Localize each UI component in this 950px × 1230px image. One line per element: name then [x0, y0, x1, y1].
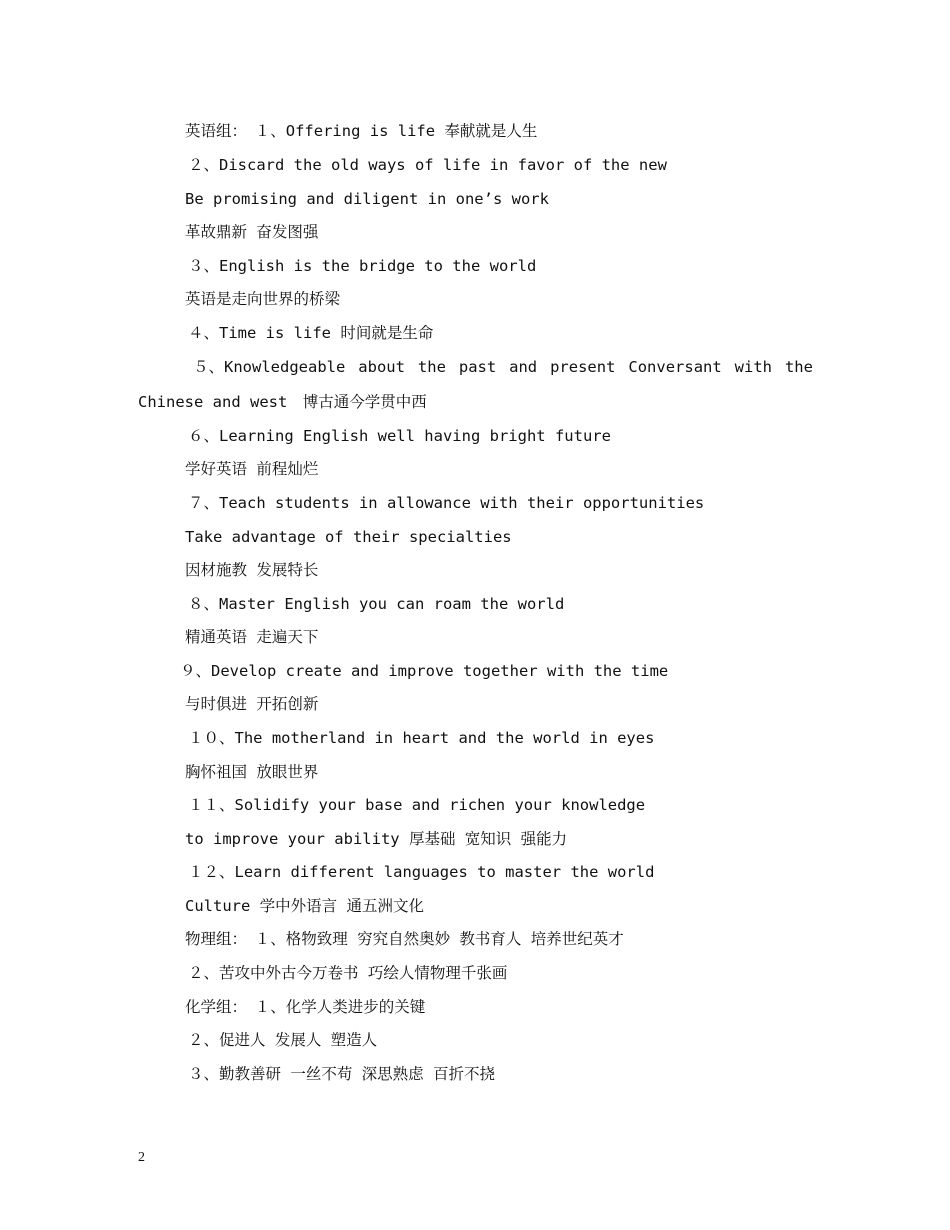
justified-text-line — [193, 357, 813, 377]
text-line: １２、Learn different languages to master the world — [188, 863, 655, 881]
word: the — [417, 358, 446, 376]
word: the — [784, 358, 813, 376]
text-line: 革故鼎新 奋发图强 — [185, 223, 319, 241]
text-line: 化学组： １、化学人类进步的关键 — [185, 998, 426, 1016]
text-line: ９、Develop create and improve together with the time — [180, 662, 669, 680]
text-line: ２、促进人 发展人 塑造人 — [188, 1031, 378, 1049]
word: and — [509, 358, 538, 376]
text-line: 英语是走向世界的桥梁 — [185, 290, 341, 308]
text-line: 胸怀祖国 放眼世界 — [185, 763, 319, 781]
text-line: 精通英语 走遍天下 — [185, 628, 319, 646]
word: ５、Knowledgeable — [193, 358, 346, 376]
word: with — [734, 358, 772, 376]
text-line: １１、Solidify your base and richen your knowledge — [188, 796, 646, 814]
text-line: ４、Time is life 时间就是生命 — [188, 324, 434, 342]
word: about — [358, 358, 405, 376]
text-line: ６、Learning English well having bright future — [188, 427, 611, 445]
text-line: Be promising and diligent in one’s work — [185, 190, 549, 208]
text-line: 物理组： １、格物致理 穷究自然奥妙 教书育人 培养世纪英才 — [185, 930, 624, 948]
word: past — [458, 358, 497, 376]
text-line: ８、Master English you can roam the world — [188, 595, 565, 613]
text-line: ３、English is the bridge to the world — [188, 257, 537, 275]
page-number: 2 — [138, 1150, 145, 1165]
text-line: １０、The motherland in heart and the world in eyes — [188, 729, 655, 747]
text-line: 因材施教 发展特长 — [185, 561, 319, 579]
text-line: 英语组： １、Offering is life 奉献就是人生 — [185, 122, 538, 140]
text-line: Chinese and west 博古通今学贯中西 — [138, 393, 427, 411]
text-line: to improve your ability 厚基础 宽知识 强能力 — [185, 830, 568, 848]
text-line: ２、Discard the old ways of life in favor of the new — [188, 156, 667, 174]
text-line: 学好英语 前程灿烂 — [185, 460, 319, 478]
text-line: 与时俱进 开拓创新 — [185, 695, 319, 713]
word: present — [550, 358, 616, 376]
word: Conversant — [628, 358, 722, 376]
text-line: ３、勤教善研 一丝不苟 深思熟虑 百折不挠 — [188, 1065, 495, 1083]
text-line: ２、苦攻中外古今万卷书 巧绘人情物理千张画 — [188, 964, 508, 982]
text-line: Culture 学中外语言 通五洲文化 — [185, 897, 424, 915]
text-line: Take advantage of their specialties — [185, 528, 512, 546]
text-line: ７、Teach students in allowance with their opportunities — [188, 494, 705, 512]
